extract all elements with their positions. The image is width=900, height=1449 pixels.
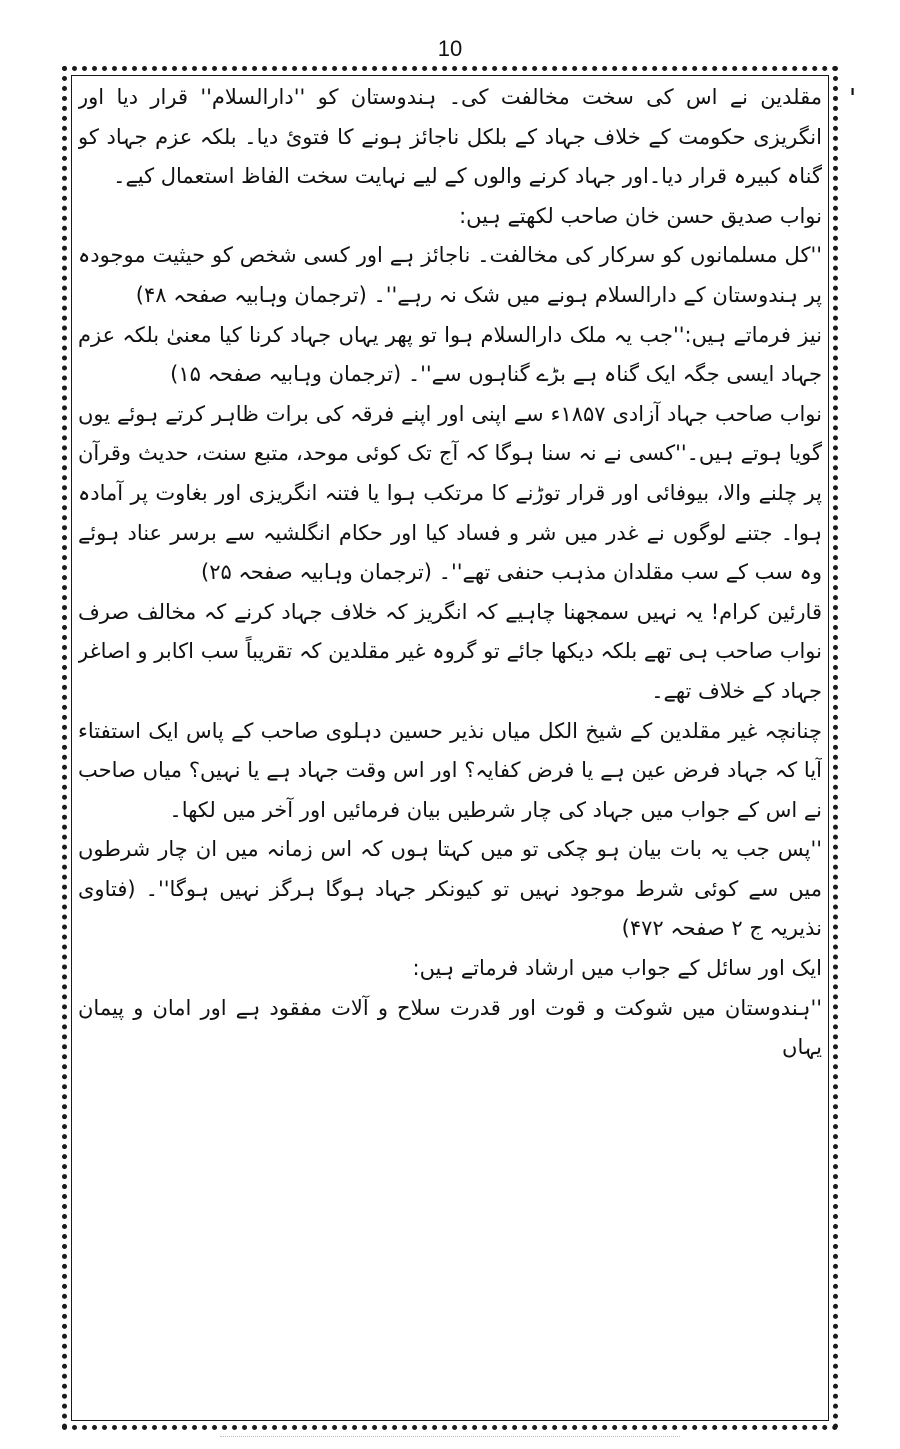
- paragraph: مقلدین نے اس کی سخت مخالفت کی۔ ہندوستان کو ''دارالسلام'' قرار دیا اور انگریزی حکومت کے خلاف جہاد کے بلکل ناجائز ہونے کا فتوئ دیا۔ بلکہ عزم جہاد کو گناہ کبیرہ قرار دیا۔اور جہاد کرنے والوں کے لیے نہایت سخت الفاظ استعمال کیے۔: [78, 85, 822, 189]
- paragraph: قارئین کرام! یہ نہیں سمجھنا چاہیے کہ انگریز کہ خلاف جہاد کرنے کہ مخالف صرف نواب صاحب ہی تھے بلکہ دیکھا جائے تو گروہ غیر مقلدین کہ تقریباً سب اکابر و اصاغر جہاد کے خلاف تھے۔: [78, 599, 822, 703]
- page-body: [78, 78, 822, 1424]
- paragraph: چنانچہ غیر مقلدین کے شیخ الکل میاں نذیر حسین دہلوی صاحب کے پاس ایک استفتاء آیا کہ جہاد فرض عین ہے یا فرض کفایہ؟ اور اس وقت جہاد ہے یا نہیں؟ میاں صاحب نے اس کے جواب میں جہاد کی چار شرطیں بیان فرمائیں اور آخر میں لکھا۔: [78, 718, 822, 822]
- paragraph: نواب صاحب جہاد آزادی ۱۸۵۷ء سے اپنی اور اپنے فرقہ کی برات ظاہر کرتے ہوئے یوں گویا ہوتے ہیں۔''کسی نے نہ سنا ہوگا کہ آج تک کوئی موحد، متبع سنت، حدیث وقرآن پر چلنے والا، بیوفائی اور قرار توڑنے کا مرتکب ہوا یا فتنہ انگریزی اور بغاوت پر آمادہ ہوا۔ جتنے لوگوں نے غدر میں شر و فساد کیا اور حکام انگلشیہ سے برسر عناد ہوئے وہ سب کے سب مقلدان مذہب حنفی تھے''۔ (ترجمان وہابیہ صفحہ ۲۵): [78, 401, 822, 585]
- paragraph: ''پس جب یہ بات بیان ہو چکی تو میں کہتا ہوں کہ اس زمانہ میں ان چار شرطوں میں سے کوئی شرط موجود نہیں تو کیونکر جہاد ہوگا ہرگز نہیں ہوگا''۔ (فتاوی نذیریہ ج ۲ صفحہ ۴۷۲): [78, 837, 822, 941]
- paragraph: ''کل مسلمانوں کو سرکار کی مخالفت۔ ناجائز ہے اور کسی شخص کو حیثیت موجودہ پر ہندوستان کے دارالسلام ہونے میں شک نہ رہے''۔ (ترجمان وہابیہ صفحہ ۴۸): [78, 243, 822, 307]
- corner-mark: ': [849, 84, 857, 114]
- paragraph: ایک اور سائل کے جواب میں ارشاد فرماتے ہیں:: [412, 956, 822, 981]
- paragraph: ''ہندوستان میں شوکت و قوت اور قدرت سلاح و آلات مفقود ہے اور امان و پیمان یہاں: [78, 995, 822, 1060]
- paragraph: نیز فرماتے ہیں:''جب یہ ملک دارالسلام ہوا تو پھر یہاں جہاد کرنا کیا معنیٰ بلکہ عزم جہاد ایسی جگہ ایک گناہ ہے بڑے گناہوں سے''۔ (ترجمان وہابیہ صفحہ ۱۵): [78, 322, 822, 387]
- faint-footer-line: [220, 1436, 680, 1441]
- page-number: 10: [437, 36, 463, 61]
- paragraph: نواب صدیق حسن خان صاحب لکھتے ہیں:: [459, 203, 822, 228]
